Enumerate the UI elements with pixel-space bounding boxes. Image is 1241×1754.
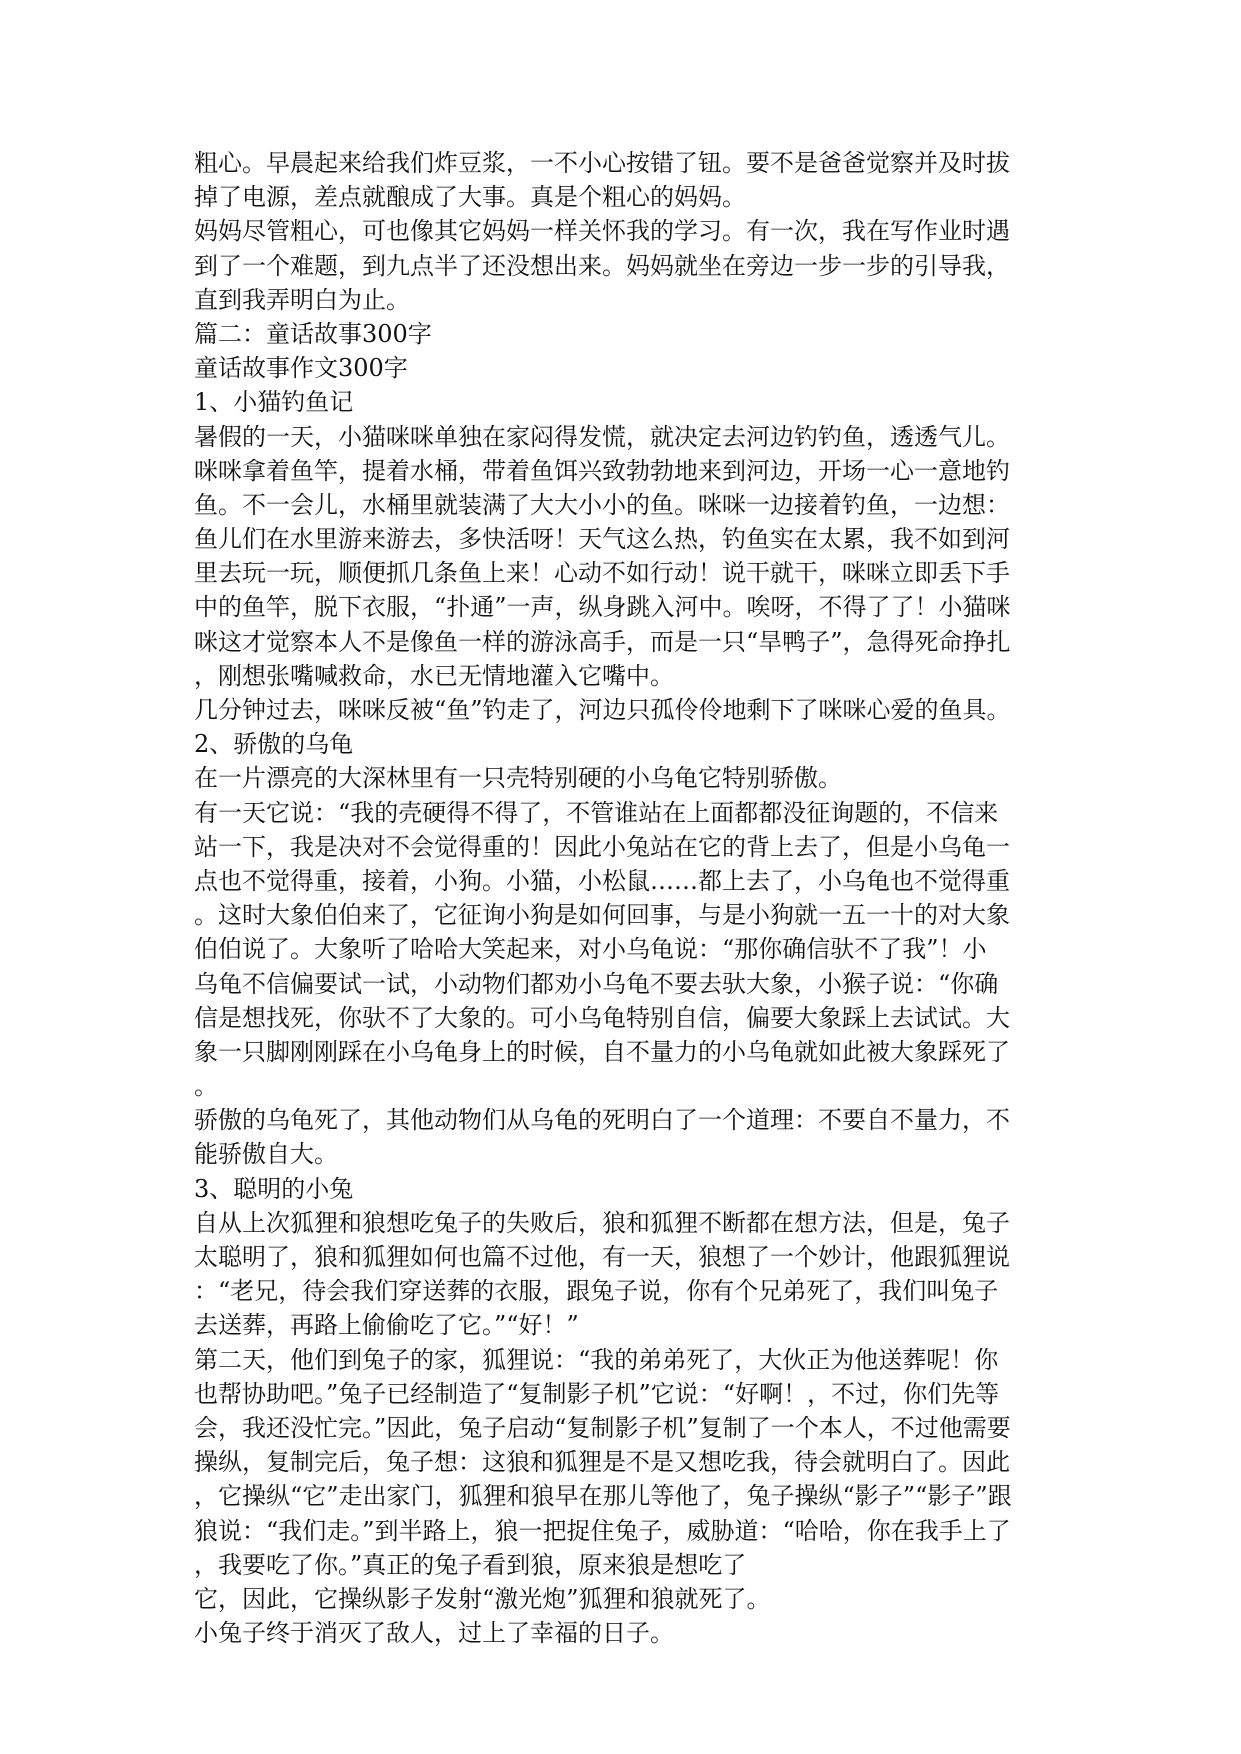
text-line: 站一下，我是决对不会觉得重的！因此小兔站在它的背上去了，但是小乌龟一 [194, 832, 1010, 861]
document-body [194, 146, 1074, 1650]
text-line: 咪这才觉察本人不是像鱼一样的游泳高手，而是一只“旱鸭子”，急得死命挣扎 [194, 627, 1011, 656]
text-line: 也帮协助吧。”兔子已经制造了“复制影子机”它说：“好啊！，不过，你们先等 [194, 1379, 1000, 1408]
text-line: 去送葬，再路上偷偷吃了它。”“好！” [194, 1311, 579, 1340]
text-line: 骄傲的乌龟死了，其他动物们从乌龟的死明白了一个道理：不要自不量力，不 [194, 1106, 1010, 1135]
text-line: 鱼儿们在水里游来游去，多快活呀！天气这么热，钓鱼实在太累，我不如到河 [194, 525, 1010, 554]
text-line: 掉了电源，差点就酿成了大事。真是个粗心的妈妈。 [194, 183, 746, 212]
text-line: 伯伯说了。大象听了哈哈大笑起来，对小乌龟说：“那你确信驮不了我”！小 [194, 935, 987, 964]
text-line: 会，我还没忙完。”因此，兔子启动“复制影子机”复制了一个本人，不过他需要 [194, 1413, 1011, 1442]
text-line: 暑假的一天，小猫咪咪单独在家闷得发慌，就决定去河边钓钓鱼，透透气儿。 [194, 422, 1010, 451]
text-line: 粗心。早晨起来给我们炸豆浆，一不小心按错了钮。要不是爸爸觉察并及时拔 [194, 149, 1010, 177]
text-line: 操纵，复制完后，兔子想：这狼和狐狸是不是又想吃我，待会就明白了。因此 [194, 1448, 1010, 1477]
text-line: 第二天，他们到兔子的家，狐狸说：“我的弟弟死了，大伙正为他送葬呢！你 [194, 1345, 999, 1374]
text-line: 能骄傲自大。 [194, 1140, 338, 1169]
text-line: 妈妈尽管粗心，可也像其它妈妈一样关怀我的学习。有一次，我在写作业时遇 [194, 217, 1010, 246]
text-line: 它，因此，它操纵影子发射“激光炮”狐狸和狼就死了。 [194, 1584, 771, 1613]
text-line: ：“老兄，待会我们穿送葬的衣服，跟兔子说，你有个兄弟死了，我们叫兔子 [194, 1277, 999, 1306]
text-line: 鱼。不一会儿，水桶里就装满了大大小小的鱼。咪咪一边接着钓鱼，一边想： [194, 490, 1010, 519]
text-line: 象一只脚刚刚踩在小乌龟身上的时候，自不量力的小乌龟就如此被大象踩死了 [194, 1037, 1010, 1066]
story-title: 3、聪明的小兔 [194, 1174, 354, 1203]
text-line: 中的鱼竿，脱下衣服，“扑通”一声，纵身跳入河中。唉呀，不得了了！小猫咪 [194, 593, 1011, 622]
text-line: 太聪明了，狼和狐狸如何也篇不过他，有一天，狼想了一个妙计，他跟狐狸说 [194, 1243, 1010, 1271]
text-line: 有一天它说：“我的壳硬得不得了，不管谁站在上面都都没征询题的，不信来 [194, 798, 999, 827]
section-heading: 篇二：童话故事300字 [194, 319, 432, 348]
story-title: 1、小猫钓鱼记 [194, 388, 354, 417]
text-line: ，它操纵“它”走出家门，狐狸和狼早在那儿等他了，兔子操纵“影子”“影子”跟 [194, 1482, 1012, 1511]
text-line: 。这时大象伯伯来了，它征询小狗是如何回事，与是小狗就一五一十的对大象 [194, 901, 1010, 930]
text-line: 里去玩一玩，顺便抓几条鱼上来！心动不如行动！说干就干，咪咪立即丢下手 [194, 559, 1010, 588]
text-line: 。 [194, 1072, 218, 1101]
text-line: 小兔子终于消灭了敌人，过上了幸福的日子。 [194, 1619, 674, 1648]
text-line: 在一片漂亮的大深林里有一只壳特别硬的小乌龟它特别骄傲。 [194, 764, 842, 793]
text-line: 咪咪拿着鱼竿，提着水桶，带着鱼饵兴致勃勃地来到河边，开场一心一意地钓 [194, 456, 1010, 485]
text-line: ，刚想张嘴喊救命，水已无情地灌入它嘴中。 [194, 661, 674, 690]
text-line: ，我要吃了你。”真正的兔子看到狼，原来狼是想吃了 [194, 1550, 747, 1579]
text-line: 几分钟过去，咪咪反被“鱼”钓走了，河边只孤伶伶地剩下了咪咪心爱的鱼具。 [194, 696, 1011, 724]
text-line: 到了一个难题，到九点半了还没想出来。妈妈就坐在旁边一步一步的引导我， [194, 251, 1010, 280]
text-line: 狼说：“我们走。”到半路上，狼一把捉住兔子，威胁道：“哈哈，你在我手上了 [194, 1516, 1011, 1545]
text-line: 直到我弄明白为止。 [194, 285, 410, 314]
text-line: 信是想找死，你驮不了大象的。可小乌龟特别自信，偏要大象踩上去试试。大 [194, 1003, 1010, 1032]
text-line: 自从上次狐狸和狼想吃兔子的失败后，狼和狐狸不断都在想方法，但是，兔子 [194, 1208, 1010, 1237]
story-title: 2、骄傲的乌龟 [194, 730, 354, 759]
text-line: 乌龟不信偏要试一试，小动物们都劝小乌龟不要去驮大象，小猴子说：“你确 [194, 969, 999, 998]
section-subheading: 童话故事作文300字 [194, 354, 408, 383]
text-line: 点也不觉得重，接着，小狗。小猫，小松鼠……都上去了，小乌龟也不觉得重 [194, 866, 1010, 895]
